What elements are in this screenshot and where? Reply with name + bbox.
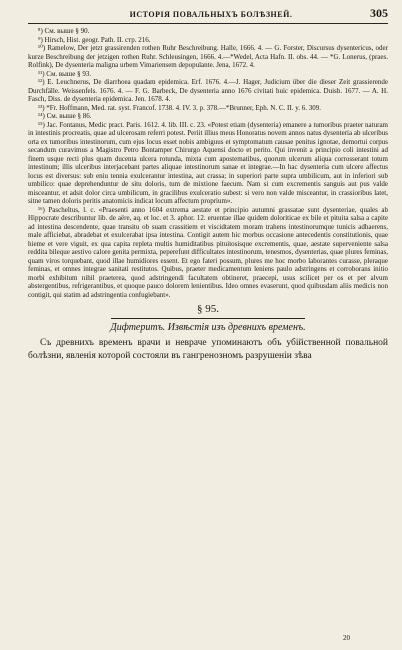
signature-mark: 20 [343, 634, 350, 642]
section-body: Съ древнихъ временъ врачи и невраче упоминаютъ объ убійственной повальной болѣзни, явленія которой состояли въ гангренозномъ разрушеніи зѣва [28, 338, 388, 361]
footnote-14: ¹⁴) См. выше § 86. [38, 112, 92, 120]
section-title: Дифтеритъ. Извѣстія изъ древнихъ временъ. [110, 322, 306, 333]
page-number: 305 [370, 6, 388, 20]
footnote-15: ¹⁵) Jac. Fontanus, Medic pract. Paris. 1612. 4. lib. III. c. 23. «Potest etiam (dysenteria) emanere a tumoribus praeter naturam in intestinis procreatis, quae ad ulcerosam referri potest. Periit illius meus Honoratus novem annos natus dysenteria ab ulceribus orta ex tumoribus intestinorum, cum ejus locus esset nobis ambiguus et symptomatum causae penitus ignotae, demortui corpus secandum curavimus a Magistro Petro Bontamper Chirurgo Aquensi docto et perito. Qui invenit a principio coli intestini ad finem usque recti plus quam ducenta ulcera rotunda, mixta cum apostematibus, quorum ulcerum aliqua corrosserant totum intestinum; illis ulceribus interjacebant partes aliquae intestinorum sanae et integrae.—In hac dysenteria cum ulcere affectus locus est diversus: sub eniu tennia exulcerantur intestina, aut crassa; in superiori parte supra umbilicum, aut in inferiori sub umbilico: quae deprehenduntur de situ doloris, tum de mixtione faecum. Nam si cum excrementis sanguis aut pus valde misceantur, et adsit dolor circa umbilicum, in gracilibus exulceratio subest: si vero non valde misceantur, in crassioribus latet, sitne tamen doloris peritis anatomicis indicat locum affectum proprium». [28, 120, 388, 205]
footnote-11: ¹¹) См. выше § 93. [38, 69, 92, 78]
page-header [28, 6, 388, 22]
footnote-9: ⁹) Hirsch, Hist. geogr. Path. II. стр. 216. [38, 35, 151, 44]
running-title: ИСТОРІЯ ПОВАЛЬНЫХЪ БОЛѢЗНЕЙ. [129, 10, 293, 19]
footnote-12: ¹²) E. Leuchnerus, De diarrhoea quadam epidemica. Erf. 1676. 4.—J. Hager, Judicium über die dieser Zeit grassierende Durchfälle. Weissenfels. 1676. 4. — F. G. Barbeck, De dysenteria anno 1676 civitati huic epidemica. Duisb. 1677. — A. H. Fasch, Diss. de dysenteria epidemica. Jen. 1678. 4. [28, 78, 388, 103]
footnote-13: ¹³) *Fr. Hoffmann, Med. rat. syst. Francof. 1738. 4. IV. 3. p. 378.—*Brunner, Eph. N. C. II. y. 6. 309. [38, 103, 321, 112]
section-rule [111, 318, 305, 319]
section-number: § 95. [197, 303, 219, 315]
footnote-16: ¹⁶) Pascheltus, l. c. «Praesenti anno 1604 extrema aestate et principio autumni grassatae sunt dysenteriae, quales ab Hippocrate describuntur lib. de aëre, aq. et loc. et 3. aphor. 12. eruentae illae quidem doloriticae ex bile et pituita salsa a capite ad intestina descendente, quae transitu ob suam crassitiem et viscidtatem moram trahens intestinorumque tunicis adhaerens, male afficiebat, abradebat et exulcerabat ipsa intestina. Contigit autem hic morbus occasione antecedentis constitutionis, quae hieme et vere viguit, ex qua capita repleta multis humiditatibus pituitosisque excrementis, quae, aestate superveniente salsa reddita bileque aestivo calore genita permixta, peperefunt difficultates intestinorum, tenesmos, dysenterias, quae plures feminas, quam viros torquebant, quod illae humidiores essent. Et ego fateri possum, plures me hoc morbo laborantes curasse, pleraque feminas, et omnes integrae sanitati restitutos. Quibus, praeter medicamentum leniens paulo adstringens et corroborans initio morbi exhibitum nihil praeterea, quod adstringendi facultatem obtineret, praecepi, usus scilicet per os et per alvum abstergentibus, refrigerantibus, et quoque pauco dolorem lenientibus. Ideo omnes evaserunt, quod quibusdam aliis medicis non contigit, qui statim ad adstringentia confugiebant». [28, 205, 388, 299]
header-rule [28, 23, 388, 24]
footnotes [28, 27, 388, 299]
footnote-10: ¹⁰) Ramelow, Der jetzt grassirenden rothen Ruhr Beschreibung. Halle, 1666. 4. — G. Forster, Discursus dysentericus, oder kurze Beschreibung der jetzigen rothen Ruhr. Schleusingen, 1666. 4.—*Wedel, Acta Hafn. II. obs. 44. — *G. Lonerus, (praes. Rolfink), De dysenteria maligna urbem Vimariensem depopulante. Jena, 1672. 4. [28, 44, 388, 69]
footnote-8: ⁸) См. выше § 90. [38, 27, 90, 35]
